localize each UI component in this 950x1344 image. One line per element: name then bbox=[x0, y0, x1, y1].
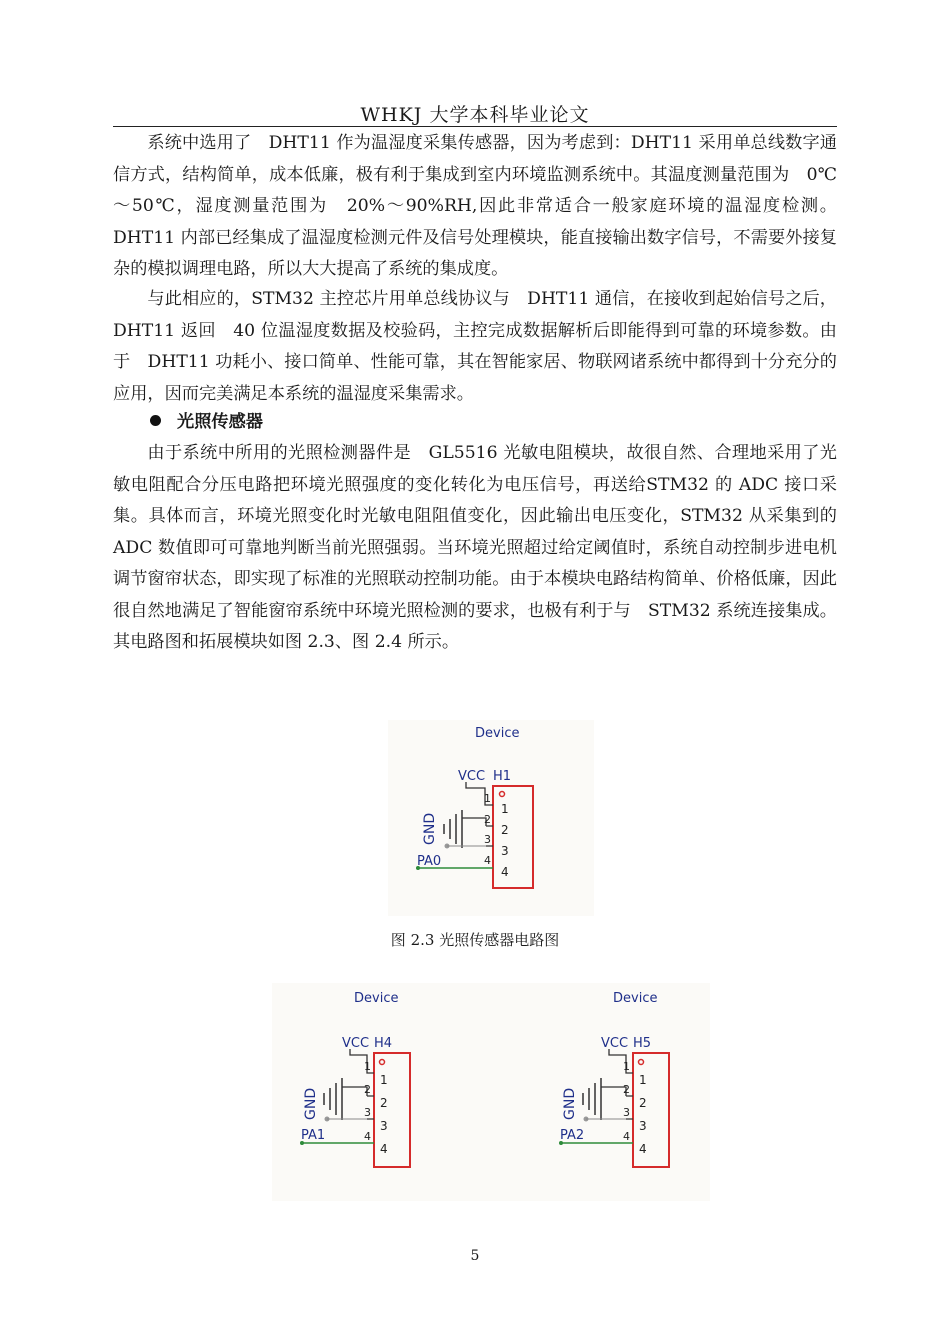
pin-number-right: 4 bbox=[380, 1142, 388, 1156]
connector-ref-label: H4 bbox=[374, 1036, 393, 1051]
connector-ref-label: H5 bbox=[633, 1036, 652, 1051]
gnd-wire bbox=[462, 818, 486, 826]
device-label: Device bbox=[475, 726, 520, 741]
vcc-label: VCC bbox=[342, 1036, 370, 1051]
connector-ref-label: H1 bbox=[493, 769, 512, 784]
module-h4 bbox=[300, 991, 410, 1167]
pin-number-right: 1 bbox=[501, 802, 509, 816]
light-sensor-circuit-diagram bbox=[388, 720, 594, 916]
pin1-marker-icon bbox=[639, 1060, 644, 1065]
bullet-heading-label: 光照传感器 bbox=[177, 412, 263, 432]
pin-number-right: 3 bbox=[501, 844, 509, 858]
paragraph-stm32-dht11: 与此相应的，STM32 主控芯片用单总线协议与 DHT11 通信，在接收到起始信号之后，DHT11 返回 40 位温湿度数据及校验码，主控完成数据解析后即能得到可靠的环境参数。由于 DHT11 功耗小、接口简单、性能可靠，其在智能家居、物联网诸系统中都得到十分充分的应用，因而完美满足本系统的温湿度采集需求。 bbox=[113, 289, 837, 404]
pin-number-left: 1 bbox=[484, 792, 491, 805]
signal-label: PA1 bbox=[301, 1128, 326, 1143]
figure-2-4-modules bbox=[272, 983, 710, 1201]
module-h5 bbox=[559, 991, 669, 1167]
figure-2-3-circuit bbox=[388, 720, 594, 916]
page-number: 5 bbox=[470, 1248, 480, 1264]
gnd-label: GND bbox=[562, 1087, 578, 1120]
connector-body bbox=[493, 786, 533, 888]
pin1-marker-icon bbox=[380, 1060, 385, 1065]
vcc-label: VCC bbox=[458, 769, 486, 784]
pin-number-left: 2 bbox=[364, 1083, 371, 1096]
gnd-label: GND bbox=[303, 1087, 319, 1120]
pin-number-left: 1 bbox=[623, 1060, 630, 1073]
paragraph-light-sensor: 由于系统中所用的光照检测器件是 GL5516 光敏电阻模块，故很自然、合理地采用了光敏电阻配合分压电路把环境光照强度的变化转化为电压信号，再送给STM32 的 ADC 接口采集。具体而言，环境光照变化时光敏电阻阻值变化，因此输出电压变化，STM32 从采集到的 ADC 数值即可可靠地判断当前光照强弱。当环境光照超过给定阈值时，系统自动控制步进电机调节窗帘状态，即实现了标准的光照联动控制功能。由于本模块电路结构简单、价格低廉，因此很自然地满足了智能窗帘系统中环境光照检测的要求，也极有利于与 STM32 系统连接集成。其电路图和拓展模块如图 2.3、图 2.4 所示。 bbox=[113, 443, 855, 652]
expansion-modules-diagram bbox=[272, 983, 710, 1201]
pin-number-left: 3 bbox=[484, 833, 491, 846]
pin-number-right: 4 bbox=[501, 865, 509, 879]
figure-2-3-caption: 图 2.3 光照传感器电路图 bbox=[390, 931, 560, 949]
pin-number-left: 2 bbox=[484, 813, 491, 826]
pin-number-left: 2 bbox=[623, 1083, 630, 1096]
device-label: Device bbox=[613, 991, 658, 1006]
pin-number-right: 4 bbox=[639, 1142, 647, 1156]
header-rule bbox=[113, 126, 837, 127]
pin-number-left: 4 bbox=[364, 1130, 371, 1143]
signal-label: PA2 bbox=[560, 1128, 585, 1143]
pin-number-right: 3 bbox=[639, 1119, 647, 1133]
signal-label: PA0 bbox=[417, 854, 442, 869]
section-bullet-heading bbox=[150, 407, 263, 439]
pin-number-right: 2 bbox=[501, 823, 509, 837]
pin-number-left: 4 bbox=[484, 854, 491, 867]
vcc-label: VCC bbox=[601, 1036, 629, 1051]
pin-number-left: 4 bbox=[623, 1130, 630, 1143]
page-header-title: WHKJ 大学本科毕业论文 bbox=[360, 104, 590, 126]
pin-number-right: 3 bbox=[380, 1119, 388, 1133]
paragraph-dht11-intro: 系统中选用了 DHT11 作为温湿度采集传感器，因为考虑到：DHT11 采用单总线数字通信方式，结构简单，成本低廉，极有利于集成到室内环境监测系统中。其温度测量范围为 0℃～50℃，湿度测量范围为 20%～90%RH,因此非常适合一般家庭环境的温湿度检测。DHT11 内部已经集成了温湿度检测元件及信号处理模块，能直接输出数字信号，不需要外接复杂的模拟调理电路，所以大大提高了系统的集成度。 bbox=[113, 133, 837, 279]
pin1-marker-icon bbox=[500, 792, 505, 797]
pin-number-right: 2 bbox=[380, 1096, 388, 1110]
pin-number-left: 1 bbox=[364, 1060, 371, 1073]
device-label: Device bbox=[354, 991, 399, 1006]
bullet-dot-icon bbox=[150, 415, 161, 426]
pin-number-right: 2 bbox=[639, 1096, 647, 1110]
pin-number-right: 1 bbox=[380, 1073, 388, 1087]
gnd-label: GND bbox=[422, 812, 438, 845]
pin-number-left: 3 bbox=[364, 1106, 371, 1119]
pin-number-left: 3 bbox=[623, 1106, 630, 1119]
pin-number-right: 1 bbox=[639, 1073, 647, 1087]
